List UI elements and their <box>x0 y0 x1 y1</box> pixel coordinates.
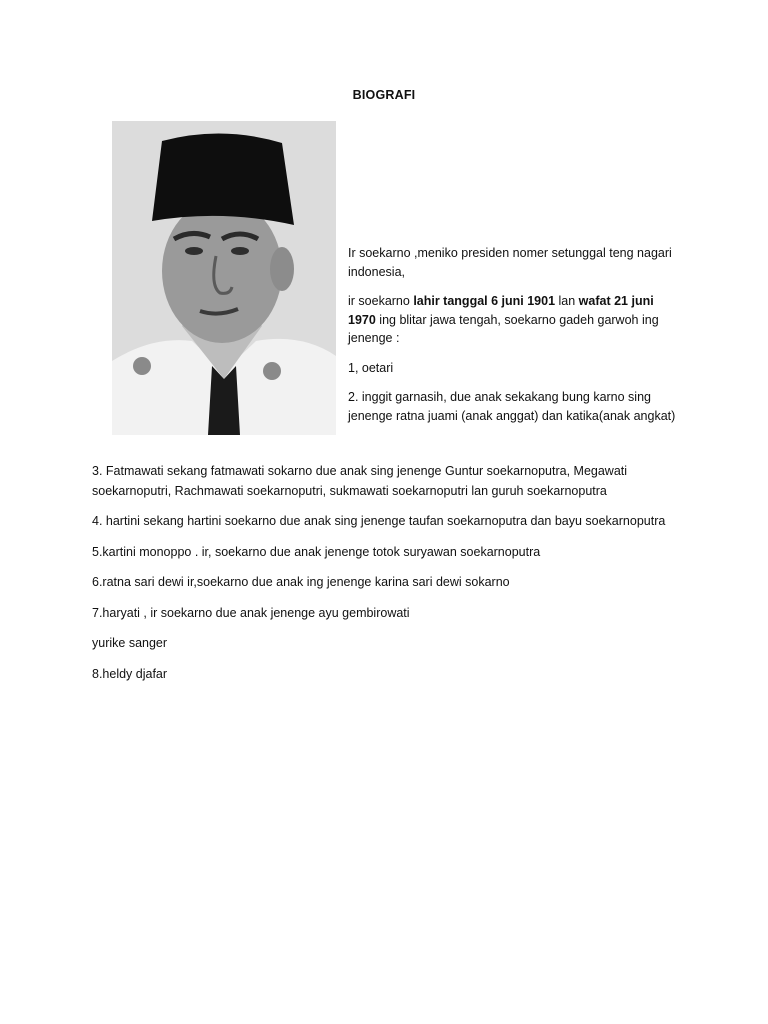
wife-item-2: 2. inggit garnasih, due anak sekakang bung karno sing jenenge ratna juami (anak anggat) dan katika(anak angkat) <box>348 390 676 423</box>
birth-text-3: ing blitar jawa tengah, soekarno gadeh garwoh ing jenenge : <box>348 312 659 345</box>
intro-text-column <box>348 244 678 436</box>
document-title: BIOGRAFI <box>352 88 416 102</box>
death-date-bold: wafat 21 juni 1970 <box>348 294 654 327</box>
wife-item-6: 6.ratna sari dewi ir,soekarno due anak ing jenenge karina sari dewi sokarno <box>92 575 510 589</box>
wife-item-yurike: yurike sanger <box>92 636 168 650</box>
wife-item-3: 3. Fatmawati sekang fatmawati sokarno due anak sing jenenge Guntur soekarnoputra, Megawati soekarnoputri, Rachmawati soekarnoputri, sukmawati soekarnoputri lan guruh soekarnoputra <box>92 464 628 498</box>
birth-text-1: ir soekarno <box>348 294 414 308</box>
intro-paragraph: Ir soekarno ,meniko presiden nomer setunggal teng nagari indonesia, <box>348 246 672 279</box>
portrait-photo <box>112 121 336 435</box>
birth-death-paragraph <box>348 292 678 348</box>
portrait-illustration <box>112 121 336 435</box>
wife-item-1: 1, oetari <box>348 360 394 375</box>
wife-item-5: 5.kartini monoppo . ir, soekarno due anak jenenge totok suryawan soekarnoputra <box>92 544 541 559</box>
birth-date-bold: lahir tanggal 6 juni 1901 <box>413 294 556 308</box>
birth-text-2: lan <box>555 294 579 308</box>
wife-item-8: 8.heldy djafar <box>92 666 168 681</box>
wife-item-4: 4. hartini sekang hartini soekarno due anak sing jenenge taufan soekarnoputra dan bayu soekarnoputra <box>92 514 666 528</box>
wife-item-7: 7.haryati , ir soekarno due anak jenenge ayu gembirowati <box>92 605 410 620</box>
wife-list <box>92 462 682 695</box>
